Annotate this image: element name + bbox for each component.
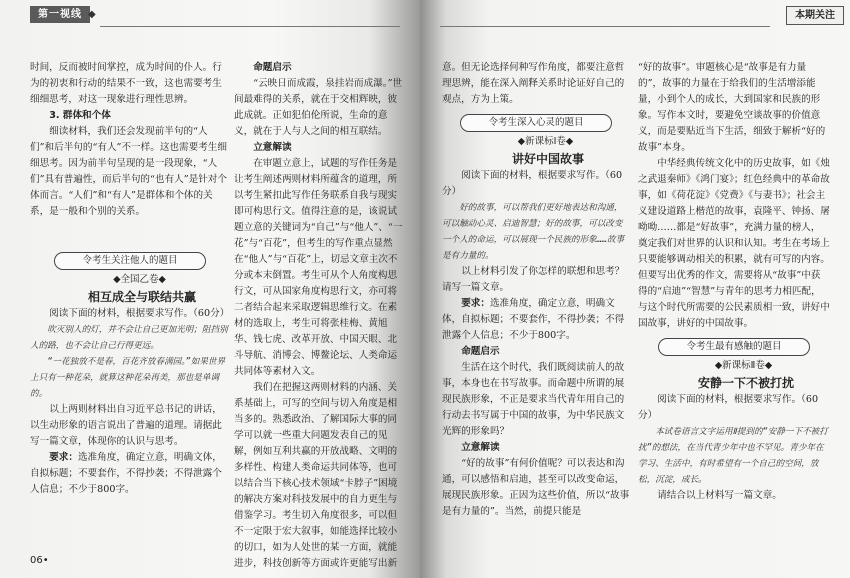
exam-roll-label: ◆新课标Ⅱ卷◆: [714, 360, 773, 371]
item-heading: 3. 群体和个体: [49, 110, 111, 121]
section-heading: 立意解读: [461, 442, 500, 453]
right-page: [420, 0, 850, 578]
section-heading: 命题启示: [461, 346, 500, 357]
paragraph: 我们在把握这两则材料的内涵、关系基础上，可写的空间与切入角度是相当多的。熟悉政治、了解国际大事的同学可以就一些重大问题发表自己的见解，例如互利共赢的开放战略、文明的多样性、构建人类命运共同体等，也可以结合当下核心技术领域“卡脖子”困境的解决方案对科技发展中的自力更生与借鉴学习。考生切入角度很多，可以但不一定限于宏大叙事，如能选择比较小的切口，如为人处世的某一方面，就能进步，科技创新等方面或许更能写出新: [234, 382, 398, 569]
paragraph: 细读材料，我们还会发现前半句的“人们”和后半句的“有人”不一样。这也需要考生细细思考。因为前半句呈现的是一段现象，“人们”具有普遍性，而后半句的“也有人”是针对个体而言。“人们”和“有人”是群体和个体的关系，是一般和个别的关系。: [30, 126, 227, 217]
section-heading: 命题启示: [253, 62, 292, 73]
exam-roll-label: ◆全国乙卷◆: [113, 274, 166, 285]
paragraph: 在审题立意上，试题的写作任务是让考生阐述两则材料所蕴含的道理，所以考生紧扣此写作任务联系自我与现实即可构思行文。值得注意的是，该说试题立意的关键词为“自己”与“他人”、“一花”与“百花”，但考生的写作重点显然在“他人”与“百花”上，切忌文章主次不分或本末倒置。考生可从个人角度构思行文，可从国家角度构思行文，亦可将二者结合起来采取逻辑思维行文。在素材的选取上，考生可将张桂梅、黄旭华、钱七虎、改革开放、中国天眼、北斗导航、消博会、博鳌论坛、人类命运共同体等素材入文。: [234, 158, 403, 377]
left-page: [0, 0, 420, 578]
quote-block: [638, 424, 830, 488]
paragraph: 以上两则材料出自习近平总书记的讲话，以生动形象的语言说出了普遍的道理。请据此写一篇文章，体现你的认识与思考。: [30, 404, 222, 447]
header-rule-left: [100, 26, 400, 27]
left-column-1: [30, 60, 230, 498]
requirements-label: 要求：: [49, 452, 78, 463]
diamond-icon: ◆: [88, 9, 96, 20]
quote: 吹灭别人的灯，并不会让自己更加光明；阻挡别人的路，也不会让自己行得更远。: [30, 325, 228, 351]
essay-title: 安静一下不被打扰: [697, 376, 794, 390]
prompt-text: 阅读下面的材料，根据要求写作。（60分）: [49, 308, 230, 319]
paragraph: “好的故事”。审题核心是“故事是有力量的”，故事的力量在于给我们的生活增添能量，小到个人的成长，大到国家和民族的形象。写作本文时，要避免空谈故事的价值意义，而是要贴近当下生活，细致于解析“好的故事”本身。: [638, 62, 826, 153]
paragraph: 生活在这个时代，我们既阅读前人的故事，本身也在书写故事。而命题中所谓的展现民族形象，不正是要求当代青年用自己的行动去书写属于中国的故事，为中华民族文光辉的形象吗？: [442, 362, 625, 437]
paragraph: “好的故事”有何价值呢？可以表达和沟通，可以感悟和启迪，甚至可以改变命运，展现民族形象。正因为这些价值，所以“故事是有力量的”。当然，前提只能是: [442, 458, 630, 517]
quote: “一花独放不是春，百花齐放春满园。”如果世界上只有一种花朵，就算这种花朵再美，那也是单调的。: [30, 357, 226, 399]
quote-block: [442, 200, 630, 264]
left-column-2: [234, 60, 406, 572]
exam-roll-label: ◆新课标Ⅰ卷◆: [517, 136, 574, 147]
right-column-1: [442, 60, 630, 520]
paragraph: 请结合以上材料写一篇文章。: [657, 490, 782, 501]
essay-title: 相互成全与联结共赢: [87, 290, 196, 304]
page-number: 06•: [30, 555, 49, 566]
paragraph: 意。但无论选择何种写作角度，都要注意哲理思辨，能在深入阐释关系时论证好自己的观点，方为上策。: [442, 62, 625, 105]
requirements: [442, 296, 630, 344]
prompt-text: 阅读下面的材料，根据要求写作。（60分）: [638, 394, 819, 421]
requirements: [30, 450, 230, 498]
topic-pill: 令考生最有感触的题目: [658, 338, 810, 356]
paragraph: 中华经典传统文化中的历史故事，如《烛之武退秦师》《鸿门宴》；红色经典中的革命故事，如《荷花淀》《党费》《与妻书》；社会主义建设道路上楷范的故事，袁隆平、钟扬、屠呦呦……都是“好故事”，充满力量的榜人，奠定我们对世界的认识和认知。考生在考场上只要能够调动相关的积累，就有可写的内容。但要写出优秀的作文，需要将从“故事”中获得的“启迪”“智慧”与青年的思考力相匹配，与这个时代所需要的公民素质相一致，讲好中国故事，讲好的中国故事。: [638, 158, 830, 329]
topic-pill: 令考生深入心灵的题目: [460, 114, 612, 132]
topic-pill: 令考生关注他人的题目: [54, 252, 206, 270]
quote-block: [30, 322, 230, 402]
header-rule-right: [440, 26, 770, 27]
requirements-label: 要求：: [461, 298, 490, 309]
quote: 本试卷语言文字运用Ⅱ提到的“安静一下不被打扰”的想法，在当代青少年中也不罕见。青少年在学习、生活中，有时希望有一个自己的空间，放松，沉淀，成长。: [638, 427, 828, 485]
essay-title: 讲好中国故事: [511, 152, 584, 166]
paragraph: 时间，反而被时间掌控，成为时间的仆人。行为的初衷和行动的结果不一致，这也需要考生细细思考，对这一现象进行理性思辨。: [30, 62, 222, 105]
prompt-text: 阅读下面的材料，根据要求写作。（60分）: [442, 170, 623, 197]
quote: 好的故事，可以帮我们更好地表达和沟通，可以触动心灵、启迪智慧；好的故事，可以改变一个人的命运，可以展现一个民族的形象……故事是有力量的。: [442, 203, 625, 261]
right-column-2: [638, 60, 830, 504]
paragraph: 以上材料引发了你怎样的联想和思考？请写一篇文章。: [442, 266, 625, 293]
section-tab-left: 第一视线: [30, 6, 90, 23]
section-tab-right: 本期关注: [786, 6, 844, 25]
paragraph: “云映日而成霞，泉挂岩而成瀑。”世间最难得的关系，就在于交相辉映，彼此成就。正如犯伯伦所说，生命的意义，就在于人与人之间的相互联结。: [234, 78, 403, 137]
requirements-text: 选准角度，确定立意，明确文体，自拟标题；不要套作，不得抄袭；不得泄露个人信息；不少于800字。: [442, 298, 625, 341]
section-heading: 立意解读: [253, 142, 292, 153]
requirements-text: 选准角度，确定立意，明确文体，自拟标题；不要套作，不得抄袭；不得泄露个人信息；不少于800字。: [30, 452, 222, 495]
